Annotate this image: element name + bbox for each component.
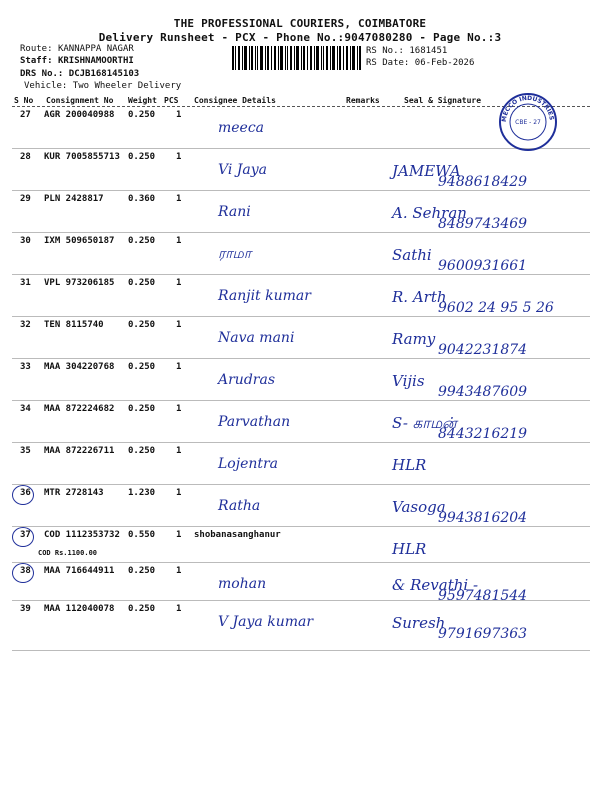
- row-pcs: 1: [176, 566, 182, 576]
- col-sno: S No: [14, 96, 34, 105]
- rs-no-label: RS No.:: [366, 46, 404, 56]
- row-sno: 31: [20, 278, 31, 288]
- row-handwritten-name: Lojentra: [218, 456, 279, 472]
- row-divider: [12, 358, 590, 359]
- row-signature: & Revathi -: [392, 576, 479, 594]
- row-handwritten-phone: 9597481544: [438, 588, 528, 604]
- row-signature: A. Sehran: [392, 204, 467, 222]
- row-sno: 35: [20, 446, 31, 456]
- row-signature: Ramy: [392, 330, 436, 348]
- col-pcs: PCS: [164, 96, 179, 105]
- row-sno: 39: [20, 604, 31, 614]
- vehicle-line: [24, 81, 181, 91]
- row-pcs: 1: [176, 194, 182, 204]
- row-cod-amount: COD Rs.1100.00: [38, 549, 98, 557]
- row-handwritten-name: Parvathan: [218, 414, 291, 430]
- row-consignment-no: MTR 2728143: [44, 488, 104, 498]
- row-handwritten-phone: 8443216219: [438, 426, 528, 442]
- row-handwritten-name: Nava mani: [218, 330, 295, 346]
- row-weight: 0.360: [128, 194, 156, 204]
- row-consignee-details: shobanasanghanur: [194, 530, 281, 540]
- row-consignment-no: MAA 872224682: [44, 404, 115, 414]
- row-divider: [12, 650, 590, 651]
- circled-row-38-mark: [12, 563, 34, 583]
- row-weight: 0.250: [128, 446, 156, 456]
- rs-date-value: 06-Feb-2026: [414, 58, 475, 68]
- row-weight: 0.250: [128, 152, 156, 162]
- drs-label: DRS No.:: [20, 69, 64, 79]
- row-consignment-no: PLN 2428817: [44, 194, 104, 204]
- row-weight: 0.250: [128, 278, 156, 288]
- row-weight: 0.250: [128, 110, 156, 120]
- row-signature: Suresh: [392, 614, 446, 632]
- row-divider: [12, 562, 590, 563]
- row-divider: [12, 232, 590, 233]
- route-line: [20, 44, 134, 54]
- row-handwritten-name: Vi Jaya: [218, 162, 268, 178]
- row-divider: [12, 484, 590, 485]
- row-sno: 32: [20, 320, 31, 330]
- row-signature: Sathi: [392, 246, 432, 264]
- row-sno: 28: [20, 152, 31, 162]
- route-label: Route:: [20, 44, 53, 54]
- row-sno: 37: [20, 530, 31, 540]
- row-handwritten-name: Rani: [218, 204, 251, 220]
- col-consignment: Consignment No: [46, 96, 114, 105]
- col-remarks: Remarks: [346, 96, 380, 105]
- row-handwritten-phone: 9602 24 95 5 26: [438, 300, 554, 316]
- row-sno: 30: [20, 236, 31, 246]
- rs-date-label: RS Date:: [366, 58, 410, 68]
- row-divider: [12, 316, 590, 317]
- row-divider: [12, 274, 590, 275]
- row-sno: 36: [20, 488, 31, 498]
- row-pcs: 1: [176, 278, 182, 288]
- row-pcs: 1: [176, 320, 182, 330]
- row-weight: 0.550: [128, 530, 156, 540]
- row-handwritten-name: V Jaya kumar: [218, 614, 314, 630]
- row-handwritten-name: mohan: [218, 576, 267, 592]
- row-handwritten-name: Arudras: [218, 372, 276, 388]
- row-handwritten-phone: 9943487609: [438, 384, 528, 400]
- row-signature: JAMEWA: [392, 162, 461, 180]
- seal-code: CBE - 27: [515, 119, 541, 126]
- row-sno: 33: [20, 362, 31, 372]
- row-handwritten-name: meeca: [218, 120, 265, 136]
- circled-row-36-mark: [12, 485, 34, 505]
- row-sno: 27: [20, 110, 31, 120]
- row-weight: 0.250: [128, 404, 156, 414]
- row-pcs: 1: [176, 110, 182, 120]
- circled-row-37-mark: [12, 527, 34, 547]
- row-consignment-no: TEN 8115740: [44, 320, 104, 330]
- row-consignment-no: COD 1112353732: [44, 530, 120, 540]
- route-value: KANNAPPA NAGAR: [57, 44, 134, 54]
- row-weight: 0.250: [128, 362, 156, 372]
- barcode-image: [232, 46, 362, 70]
- row-consignment-no: MAA 304220768: [44, 362, 115, 372]
- row-handwritten-phone: 9042231874: [438, 342, 528, 358]
- row-consignment-no: MAA 716644911: [44, 566, 115, 576]
- row-signature: HLR: [392, 456, 427, 474]
- drs-line: [20, 69, 139, 79]
- vehicle-value: Two Wheeler Delivery: [72, 81, 182, 91]
- col-consignee: Consignee Details: [194, 96, 276, 105]
- row-divider: [12, 442, 590, 443]
- row-consignment-no: IXM 509650187: [44, 236, 115, 246]
- company-title: THE PROFESSIONAL COURIERS, COIMBATORE: [173, 17, 427, 30]
- row-pcs: 1: [176, 152, 182, 162]
- row-divider: [12, 190, 590, 191]
- staff-line: [20, 56, 134, 66]
- rs-no-value: 1681451: [409, 46, 448, 56]
- row-sno: 29: [20, 194, 31, 204]
- row-signature: S- காமன்: [392, 414, 457, 432]
- drs-value: DCJB168145103: [68, 69, 140, 79]
- row-handwritten-phone: 9488618429: [438, 174, 528, 190]
- row-signature: HLR: [392, 540, 427, 558]
- row-signature: Vijis: [392, 372, 425, 390]
- row-divider: [12, 526, 590, 527]
- row-weight: 0.250: [128, 320, 156, 330]
- row-pcs: 1: [176, 530, 182, 540]
- row-sno: 34: [20, 404, 31, 414]
- row-weight: 1.230: [128, 488, 156, 498]
- row-pcs: 1: [176, 488, 182, 498]
- company-seal-stamp: [498, 92, 558, 152]
- staff-value: KRISHNAMOORTHI: [57, 56, 134, 66]
- row-handwritten-phone: 8489743469: [438, 216, 528, 232]
- row-sno: 38: [20, 566, 31, 576]
- row-consignment-no: AGR 200040988: [44, 110, 115, 120]
- runsheet-subtitle: Delivery Runsheet - PCX - Phone No.:9047080280 - Page No.:3: [98, 31, 502, 44]
- row-weight: 0.250: [128, 566, 156, 576]
- row-pcs: 1: [176, 604, 182, 614]
- row-handwritten-phone: 9791697363: [438, 626, 528, 642]
- rs-no-line: [366, 46, 447, 56]
- row-handwritten-phone: 9943816204: [438, 510, 528, 526]
- row-handwritten-name: Ratha: [218, 498, 261, 514]
- row-consignment-no: VPL 973206185: [44, 278, 115, 288]
- row-weight: 0.250: [128, 236, 156, 246]
- rs-date-line: [366, 58, 474, 68]
- vehicle-label: Vehicle:: [24, 81, 68, 91]
- row-pcs: 1: [176, 404, 182, 414]
- row-weight: 0.250: [128, 604, 156, 614]
- row-handwritten-name: Ranjit kumar: [218, 288, 311, 304]
- row-pcs: 1: [176, 362, 182, 372]
- row-pcs: 1: [176, 236, 182, 246]
- row-consignment-no: KUR 7005855713: [44, 152, 120, 162]
- row-handwritten-phone: 9600931661: [438, 258, 528, 274]
- col-seal-signature: Seal & Signature: [404, 96, 482, 105]
- row-pcs: 1: [176, 446, 182, 456]
- row-handwritten-name: ராமா: [218, 246, 252, 262]
- row-signature: R. Arth: [392, 288, 447, 306]
- col-weight: Weight: [128, 96, 157, 105]
- seal-text: MECCO INDUSTRIES: [500, 94, 555, 123]
- row-signature: Vasoga: [392, 498, 446, 516]
- staff-label: Staff:: [20, 56, 53, 66]
- row-consignment-no: MAA 112040078: [44, 604, 115, 614]
- row-divider: [12, 400, 590, 401]
- row-consignment-no: MAA 872226711: [44, 446, 115, 456]
